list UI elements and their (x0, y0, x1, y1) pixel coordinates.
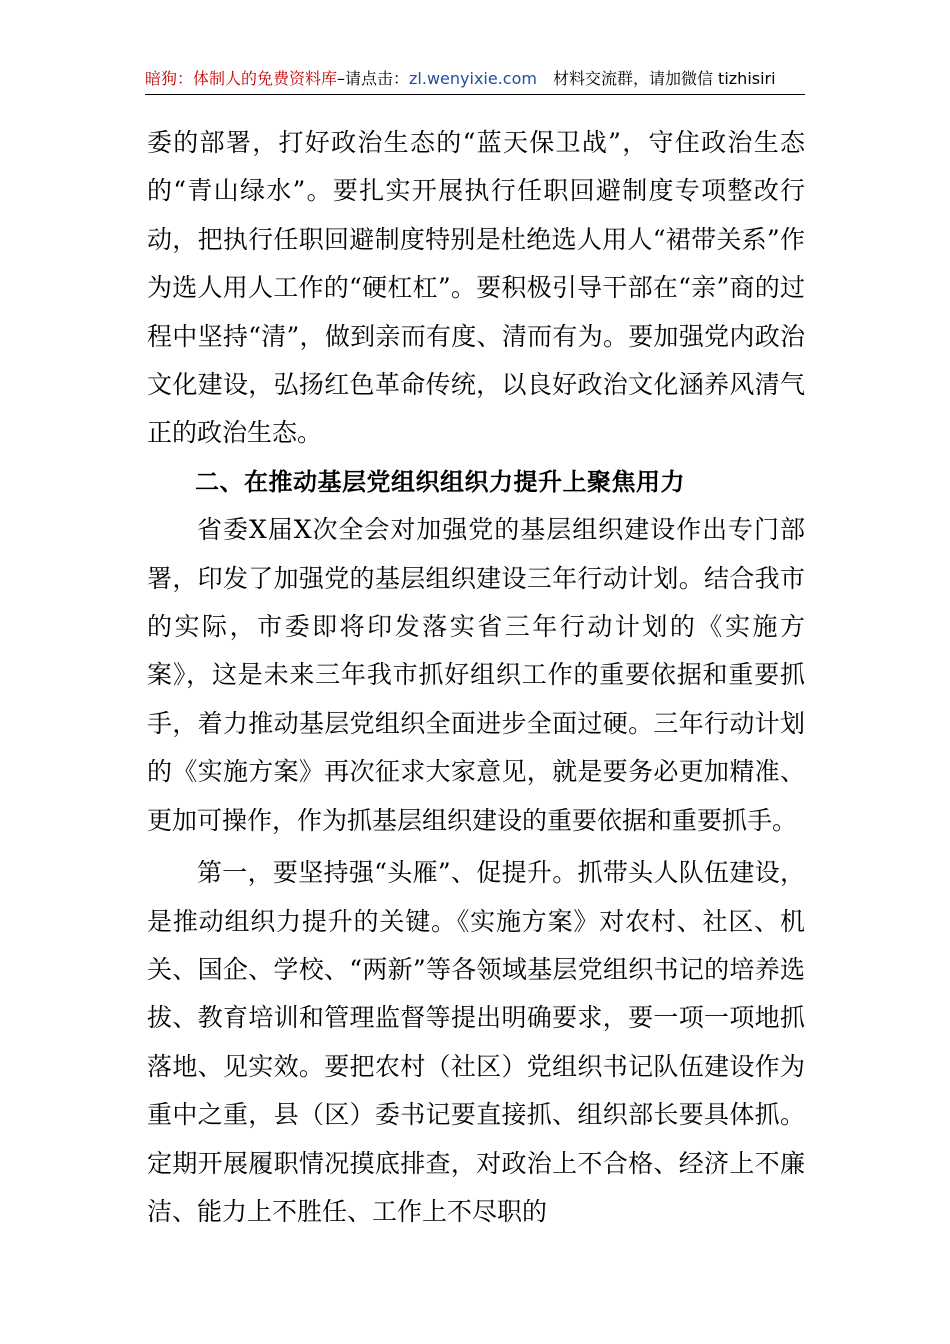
header-group-text: 材料交流群，请加微信 tizhisiri (552, 69, 776, 88)
paragraph-point-one: 第一，要坚持强“头雁”、促提升。抓带头人队伍建设，是推动组织力提升的关键。《实施方案》对农村、社区、机关、国企、学校、“两新”等各领域基层党组织书记的培养选拔、教育培训和管理监督等提出明确要求，要一项一项地抓落地、见实效。要把农村（社区）党组织书记队伍建设作为重中之重，县（区）委书记要直接抓、组织部长要具体抓。定期开展履职情况摸底排查，对政治上不合格、经济上不廉洁、能力上不胜任、工作上不尽职的 (147, 858, 805, 1226)
paragraph-section-intro: 省委X届X次全会对加强党的基层组织建设作出专门部署，印发了加强党的基层组织建设三年行动计划。结合我市的实际，市委即将印发落实省三年行动计划的《实施方案》，这是未来三年我市抓好组织工作的重要依据和重要抓手，着力推动基层党组织全面进步全面过硬。三年行动计划的《实施方案》再次征求大家意见，就是要务必更加精准、更加可操作，作为抓基层组织建设的重要依据和重要抓手。 (147, 515, 805, 835)
document-body (147, 119, 805, 1236)
page-header (145, 64, 805, 95)
header-url-link[interactable]: zl.wenyixie.com (409, 69, 537, 88)
section-heading: 二、在推动基层党组织组织力提升上聚焦用力 (195, 467, 685, 496)
header-click-prompt: –请点击： (337, 69, 410, 88)
paragraph-continued: 委的部署，打好政治生态的“蓝天保卫战”，守住政治生态的“青山绿水”。要扎实开展执行任职回避制度专项整改行动，把执行任职回避制度特别是杜绝选人用人“裙带关系”作为选人用人工作的“硬杠杠”。要积极引导干部在“亲”商的过程中坚持“清”，做到亲而有度、清而有为。要加强党内政治文化建设，弘扬红色革命传统，以良好政治文化涵养风清气正的政治生态。 (147, 128, 805, 448)
header-source: 暗狗：体制人的免费资料库 (145, 69, 338, 88)
